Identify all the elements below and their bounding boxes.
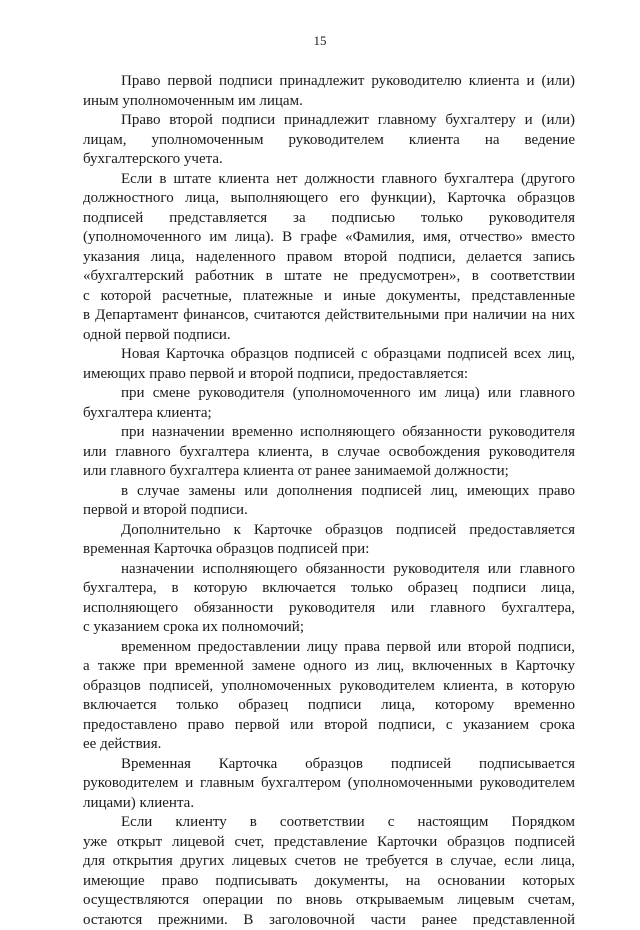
text-line: уже открыт лицевой счет, представление Карточки образцов подписей: [83, 833, 575, 853]
text-line: в Департамент финансов, считаются действительными при наличии на них: [83, 306, 575, 326]
text-line: должностного лица, выполняющего его функции), Карточка образцов: [83, 189, 575, 209]
text-line: или главного бухгалтера клиента, в случае освобождения руководителя: [83, 443, 575, 463]
text-line: предоставлено право первой или второй подписи, с указанием срока: [83, 716, 575, 736]
text-line: Право первой подписи принадлежит руководителю клиента и (или): [83, 72, 575, 92]
text-line: бухгалтера, в которую включается только образец подписи лица,: [83, 579, 575, 599]
text-line: подписей представляется за подписью только руководителя: [83, 209, 575, 229]
text-line: временная Карточка образцов подписей при:: [83, 540, 575, 560]
text-line: лицам, уполномоченным руководителем клиента на ведение: [83, 131, 575, 151]
text-line: Новая Карточка образцов подписей с образцами подписей всех лиц,: [83, 345, 575, 365]
text-line: одной первой подписи.: [83, 326, 575, 346]
text-line: при назначении временно исполняющего обязанности руководителя: [83, 423, 575, 443]
text-line: с которой расчетные, платежные и иные документы, представленные: [83, 287, 575, 307]
text-line: указания лица, наделенного правом второй подписи, делается запись: [83, 248, 575, 268]
text-line: с указанием срока их полномочий;: [83, 618, 575, 638]
text-line: первой и второй подписи.: [83, 501, 575, 521]
text-line: имеющих право первой и второй подписи, предоставляется:: [83, 365, 575, 385]
text-line: в случае замены или дополнения подписей лиц, имеющих право: [83, 482, 575, 502]
text-line: бухгалтерского учета.: [83, 150, 575, 170]
text-line: назначении исполняющего обязанности руководителя или главного: [83, 560, 575, 580]
text-line: осуществляются операции по вновь открываемым лицевым счетам,: [83, 891, 575, 911]
text-line: или главного бухгалтера клиента от ранее занимаемой должности;: [83, 462, 575, 482]
text-line: остаются прежними. В заголовочной части ранее представленной: [83, 911, 575, 930]
text-line: Если клиенту в соответствии с настоящим Порядком: [83, 813, 575, 833]
page-number: 15: [0, 33, 640, 49]
text-line: руководителем и главным бухгалтером (уполномоченными руководителем: [83, 774, 575, 794]
text-line: временном предоставлении лицу права первой или второй подписи,: [83, 638, 575, 658]
text-line: Дополнительно к Карточке образцов подписей предоставляется: [83, 521, 575, 541]
text-line: Временная Карточка образцов подписей подписывается: [83, 755, 575, 775]
text-line: включается только образец подписи лица, которому временно: [83, 696, 575, 716]
text-line: для открытия других лицевых счетов не требуется в случае, если лица,: [83, 852, 575, 872]
text-line: а также при временной замене одного из лиц, включенных в Карточку: [83, 657, 575, 677]
text-line: имеющие право подписывать документы, на основании которых: [83, 872, 575, 892]
text-line: иным уполномоченным им лицам.: [83, 92, 575, 112]
text-line: Если в штате клиента нет должности главного бухгалтера (другого: [83, 170, 575, 190]
text-line: образцов подписей, уполномоченных руководителем клиента, в которую: [83, 677, 575, 697]
document-body: [83, 72, 575, 930]
text-line: при смене руководителя (уполномоченного им лица) или главного: [83, 384, 575, 404]
text-line: Право второй подписи принадлежит главному бухгалтеру и (или): [83, 111, 575, 131]
text-line: «бухгалтерский работник в штате не предусмотрен», в соответствии: [83, 267, 575, 287]
text-line: исполняющего обязанности руководителя или главного бухгалтера,: [83, 599, 575, 619]
text-line: ее действия.: [83, 735, 575, 755]
text-line: лицами) клиента.: [83, 794, 575, 814]
text-line: бухгалтера клиента;: [83, 404, 575, 424]
text-line: (уполномоченного им лица). В графе «Фамилия, имя, отчество» вместо: [83, 228, 575, 248]
